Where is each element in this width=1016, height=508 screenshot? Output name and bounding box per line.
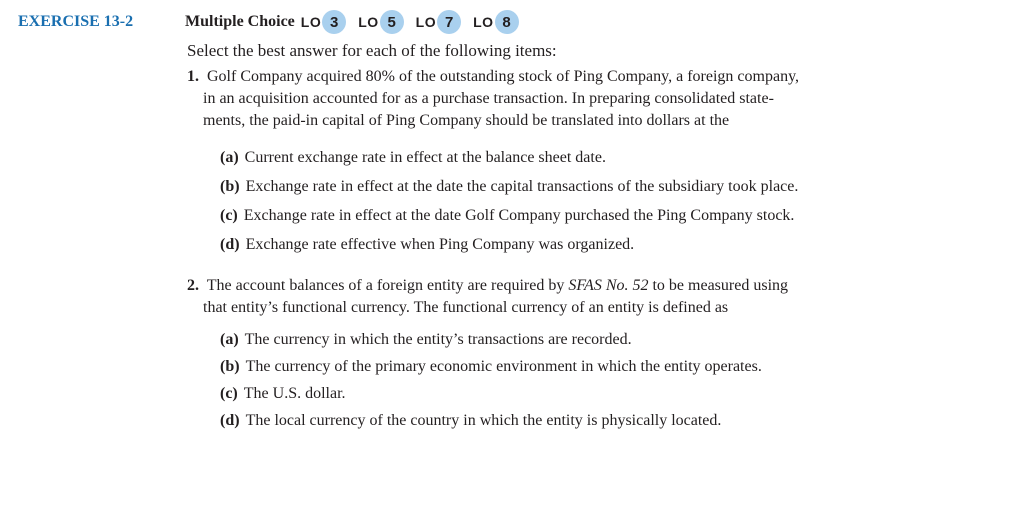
exercise-title: Multiple Choice (185, 13, 295, 30)
exercise-header (18, 8, 531, 36)
lo-number-badge: 7 (437, 10, 461, 34)
answer-option (220, 147, 606, 169)
learning-objective-tag (473, 10, 518, 34)
option-text: Exchange rate in effect at the date Golf Company purchased the Ping Company stock. (243, 207, 795, 224)
answer-option (220, 205, 794, 227)
option-text: The U.S. dollar. (243, 385, 346, 402)
answer-option (220, 383, 346, 405)
learning-objective-tag (358, 10, 403, 34)
question-number: 2. (187, 277, 199, 294)
question-text: to be measured using (648, 277, 789, 294)
option-text: Current exchange rate in effect at the balance sheet date. (244, 149, 606, 166)
answer-option (220, 176, 798, 198)
answer-option (220, 410, 721, 432)
standard-reference: SFAS No. 52 (568, 277, 649, 294)
question-text: ments, the paid-in capital of Ping Company should be translated into dollars at the (203, 112, 730, 129)
question-number: 1. (187, 68, 199, 85)
lo-number-badge: 5 (380, 10, 404, 34)
option-text: Exchange rate in effect at the date the capital transactions of the subsidiary took place. (245, 178, 799, 195)
lo-prefix: LO (358, 14, 379, 30)
lo-number-badge: 3 (322, 10, 346, 34)
instruction-text: Select the best answer for each of the following items: (187, 41, 557, 60)
option-letter: (d) (220, 412, 240, 429)
lo-prefix: LO (300, 14, 322, 30)
option-text: The local currency of the country in which the entity is physically located. (245, 412, 722, 429)
question-text: Golf Company acquired 80% of the outstanding stock of Ping Company, a foreign company, (207, 68, 800, 85)
option-letter: (a) (220, 149, 239, 166)
lo-number-badge: 8 (495, 10, 519, 34)
lo-prefix: LO (473, 14, 494, 30)
question-line (187, 275, 1007, 297)
option-text: The currency of the primary economic environment in which the entity operates. (245, 358, 762, 375)
question-text: in an acquisition accounted for as a purchase transaction. In preparing consolidated state- (203, 90, 774, 107)
answer-option (220, 356, 762, 378)
option-letter: (c) (220, 385, 238, 402)
option-text: Exchange rate effective when Ping Company was organized. (245, 236, 635, 253)
question-2 (187, 275, 1007, 319)
option-letter: (b) (220, 358, 240, 375)
option-letter: (d) (220, 236, 240, 253)
option-letter: (b) (220, 178, 240, 195)
question-text: that entity’s functional currency. The functional currency of an entity is defined as (203, 299, 729, 316)
option-text: The currency in which the entity’s transactions are recorded. (244, 331, 632, 348)
question-1 (187, 66, 1007, 132)
lo-prefix: LO (415, 14, 437, 30)
question-line (187, 66, 1007, 88)
answer-option (220, 234, 634, 256)
option-letter: (a) (220, 331, 239, 348)
learning-objective-tag (301, 10, 346, 34)
answer-option (220, 329, 632, 351)
question-text: The account balances of a foreign entity are required by (206, 277, 569, 294)
learning-objective-tag (416, 10, 461, 34)
exercise-label: EXERCISE 13-2 (18, 13, 134, 30)
option-letter: (c) (220, 207, 238, 224)
